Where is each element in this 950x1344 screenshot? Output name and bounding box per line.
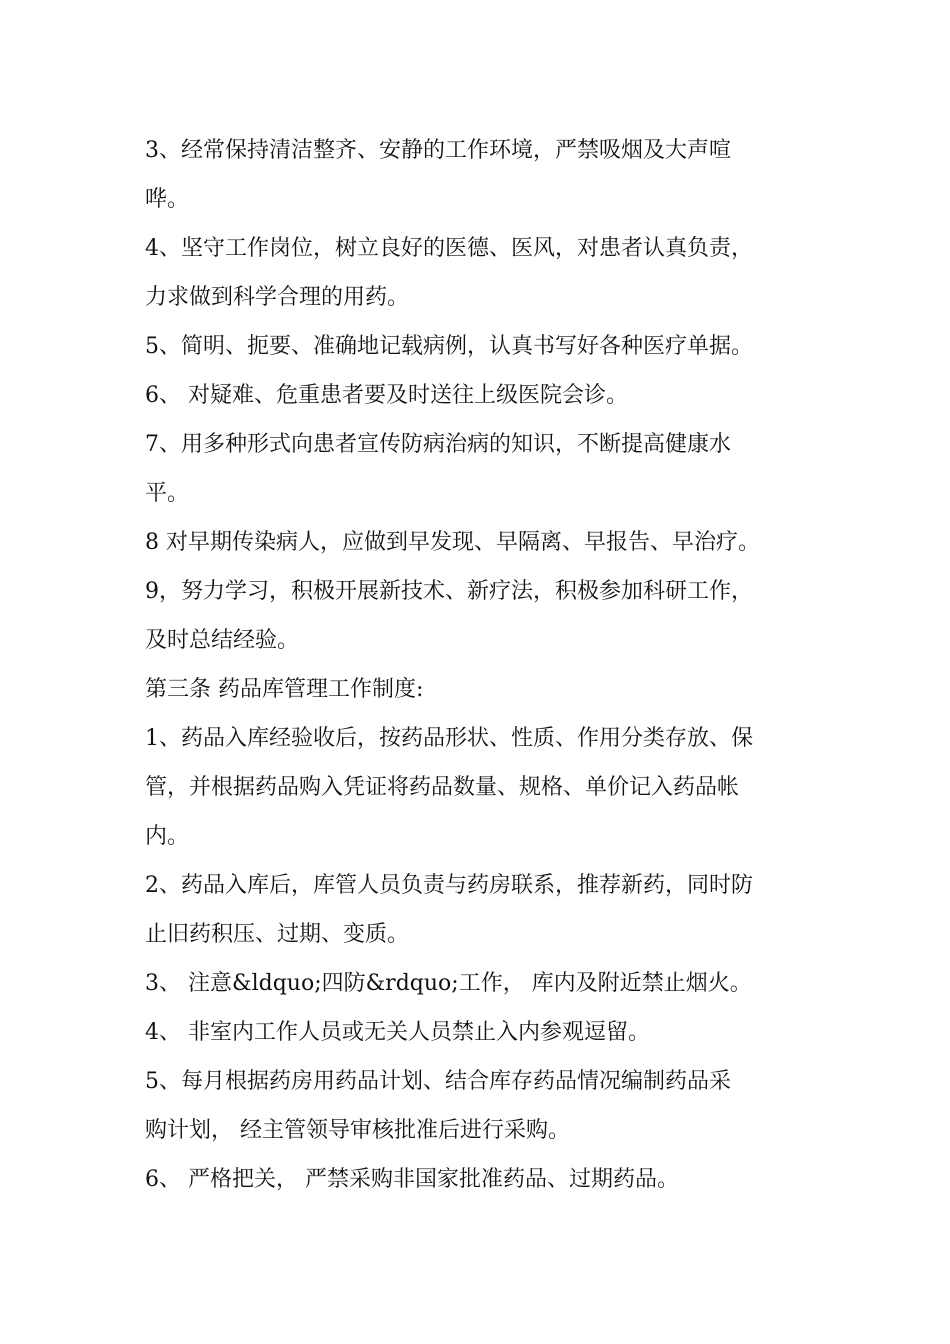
text-line: 6、 严格把关， 严禁采购非国家批准药品、过期药品。: [145, 1167, 679, 1192]
text-line: 6、 对疑难、危重患者要及时送往上级医院会诊。: [145, 383, 628, 408]
body-text: [145, 126, 810, 1204]
text-line: 3、经常保持清洁整齐、安静的工作环境，严禁吸烟及大声喧: [145, 138, 731, 163]
text-line: 管，并根据药品购入凭证将药品数量、规格、单价记入药品帐: [145, 775, 740, 800]
text-line: 及时总结经验。: [145, 628, 300, 653]
text-line: 5、每月根据药房用药品计划、结合库存药品情况编制药品采: [145, 1069, 731, 1094]
text-line: 7、用多种形式向患者宣传防病治病的知识，不断提高健康水: [145, 432, 731, 457]
text-line: 止旧药积压、过期、变质。: [145, 922, 410, 947]
text-line: 内。: [145, 824, 190, 849]
text-line: 4、 非室内工作人员或无关人员禁止入内参观逗留。: [145, 1020, 650, 1045]
text-line: 哗。: [145, 187, 190, 212]
text-line: 1、药品入库经验收后，按药品形状、性质、作用分类存放、保: [145, 726, 753, 751]
text-line: 3、 注意&ldquo;四防&rdquo;工作， 库内及附近禁止烟火。: [145, 971, 752, 996]
text-line: 购计划， 经主管领导审核批准后进行采购。: [145, 1118, 570, 1143]
text-line: 平。: [145, 481, 190, 506]
text-line: 8 对早期传染病人，应做到早发现、早隔离、早报告、早治疗。: [145, 530, 760, 555]
text-line: 力求做到科学合理的用药。: [145, 285, 410, 310]
section-heading: 第三条 药品库管理工作制度:: [145, 677, 424, 702]
text-line: 4、坚守工作岗位，树立良好的医德、医风，对患者认真负责，: [145, 236, 753, 261]
text-line: 2、药品入库后，库管人员负责与药房联系，推荐新药，同时防: [145, 873, 753, 898]
text-line: 5、简明、扼要、准确地记载病例，认真书写好各种医疗单据。: [145, 334, 753, 359]
text-line: 9，努力学习，积极开展新技术、新疗法，积极参加科研工作，: [145, 579, 753, 604]
